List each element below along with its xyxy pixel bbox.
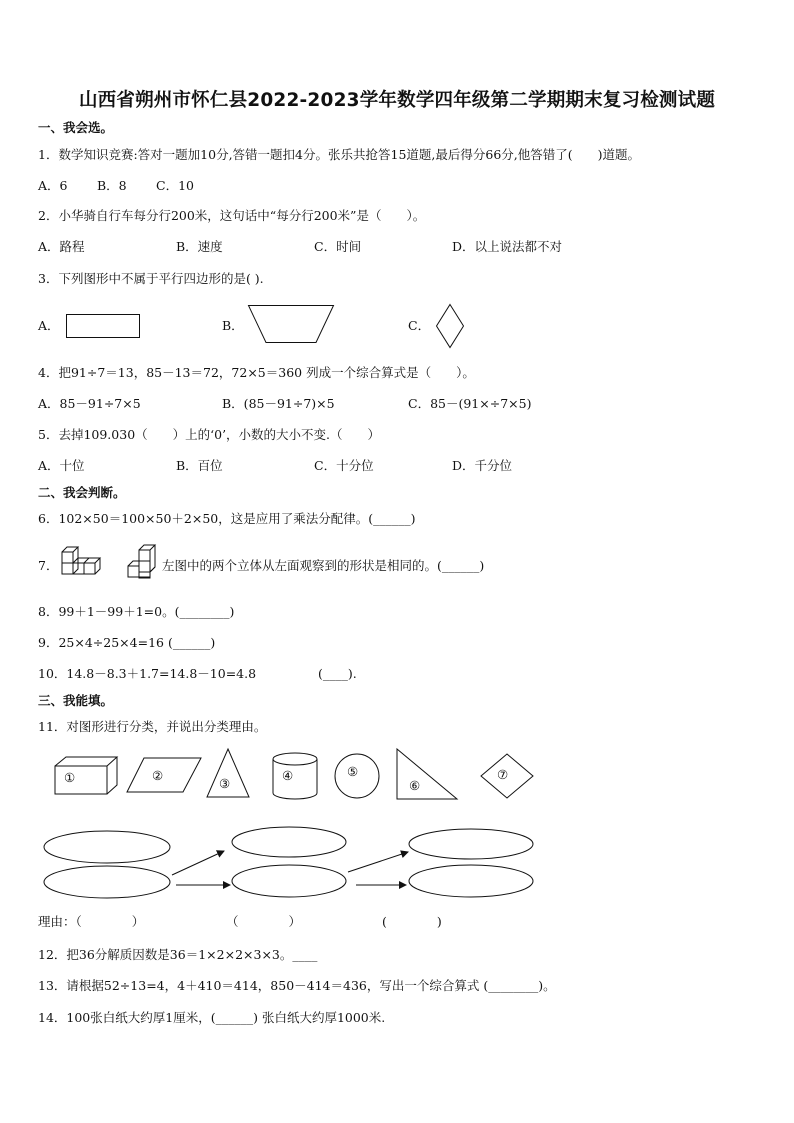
shape-label-4: ④ [282,768,294,783]
arrow-3 [348,852,408,872]
q5-option-c: C．十分位 [314,458,374,473]
question-13: 13．请根据52÷13=4，4＋410＝414，850－414＝436，写出一个综合算式 (________)。 [38,978,556,993]
section-heading-choose: 一、我会选。 [38,120,114,135]
section-heading-fill: 三、我能填。 [38,693,114,708]
q2-option-c: C．时间 [314,239,362,254]
q4-option-b: B．(85－91÷7)×5 [222,396,335,411]
q5-option-a: A．十位 [38,458,85,473]
trapezoid-shape [248,305,334,343]
question-6: 6．102×50＝100×50＋2×50，这是应用了乘法分配律。(______) [38,511,416,526]
oval-left-top [44,831,170,863]
shape-label-3: ③ [219,776,231,791]
q2-option-b: B．速度 [176,239,223,254]
q4-option-a: A．85－91÷7×5 [38,396,141,411]
q10-answer-blank: (____). [318,666,357,681]
question-1: 1．数学知识竞赛:答对一题加10分,答错一题扣4分。张乐共抢答15道题,最后得分66分,他答错了( )道题。 [38,147,641,162]
q3-option-b: B． [222,318,244,333]
shape-label-2: ② [152,768,164,783]
q5-option-d: D．千分位 [452,458,513,473]
shape-label-6: ⑥ [409,778,421,793]
q11-reason-blank-3: ( ) [382,914,442,929]
oval-middle-bottom [232,865,346,897]
oval-left-bottom [44,866,170,898]
q3-option-c: C． [408,318,431,333]
oval-middle-top [232,827,346,857]
question-8: 8．99＋1－99＋1=0。(________) [38,604,235,619]
page-title: 山西省朔州市怀仁县2022-2023学年数学四年级第二学期期末复习检测试题 [78,90,716,111]
section-heading-judge: 二、我会判断。 [38,485,126,500]
question-2: 2．小华骑自行车每分行200米，这句话中“每分行200米”是（ ）。 [38,208,426,223]
q2-option-d: D．以上说法都不对 [452,239,563,254]
parallelogram-shape [126,757,202,793]
rhombus-shape [436,304,464,348]
q2-option-a: A．路程 [38,239,85,254]
q1-option-b: B．8 [97,178,127,193]
q5-option-b: B．百位 [176,458,223,473]
oval-right-bottom [409,865,533,897]
question-7: 左图中的两个立体从左面观察到的形状是相同的。(______) [162,558,485,573]
cylinder-shape [272,752,318,800]
question-9: 9．25×4÷25×4=16 (______) [38,635,216,650]
q11-reason: 理由：（ ） [38,914,145,929]
classification-diagram [0,820,794,900]
question-5: 5．去掉109.030（ ）上的‘0’，小数的大小不变.（ ） [38,427,381,442]
question-11: 11．对图形进行分类，并说出分类理由。 [38,719,267,734]
shape-label-5: ⑤ [347,764,359,779]
q11-reason-blank-2: （ ） [226,914,302,929]
question-10: 10．14.8－8.3＋1.7=14.8－10=4.8 [38,666,257,681]
cube-stack-figure-2 [122,544,162,584]
shape-label-1: ① [64,770,76,785]
arrow-1 [172,851,224,875]
q1-option-a: A．6 [38,178,68,193]
shape-label-7: ⑦ [497,767,509,782]
cube-stack-figure-1 [60,546,104,582]
question-3: 3．下列图形中不属于平行四边形的是( ). [38,271,264,286]
q3-option-a: A． [38,318,60,333]
question-14: 14．100张白纸大约厚1厘米，(______) 张白纸大约厚1000米. [38,1010,386,1025]
right-triangle-shape [396,748,458,800]
oval-right-top [409,829,533,859]
question-4: 4．把91÷7＝13，85－13＝72，72×5＝360 列成一个综合算式是（ ）。 [38,365,475,380]
rectangle-shape [66,314,140,338]
q1-option-c: C．10 [156,178,194,193]
q7-number: 7． [38,558,59,573]
question-12: 12．把36分解质因数是36＝1×2×2×3×3。____ [38,947,318,962]
q4-option-c: C．85－(91×÷7×5) [408,396,532,411]
